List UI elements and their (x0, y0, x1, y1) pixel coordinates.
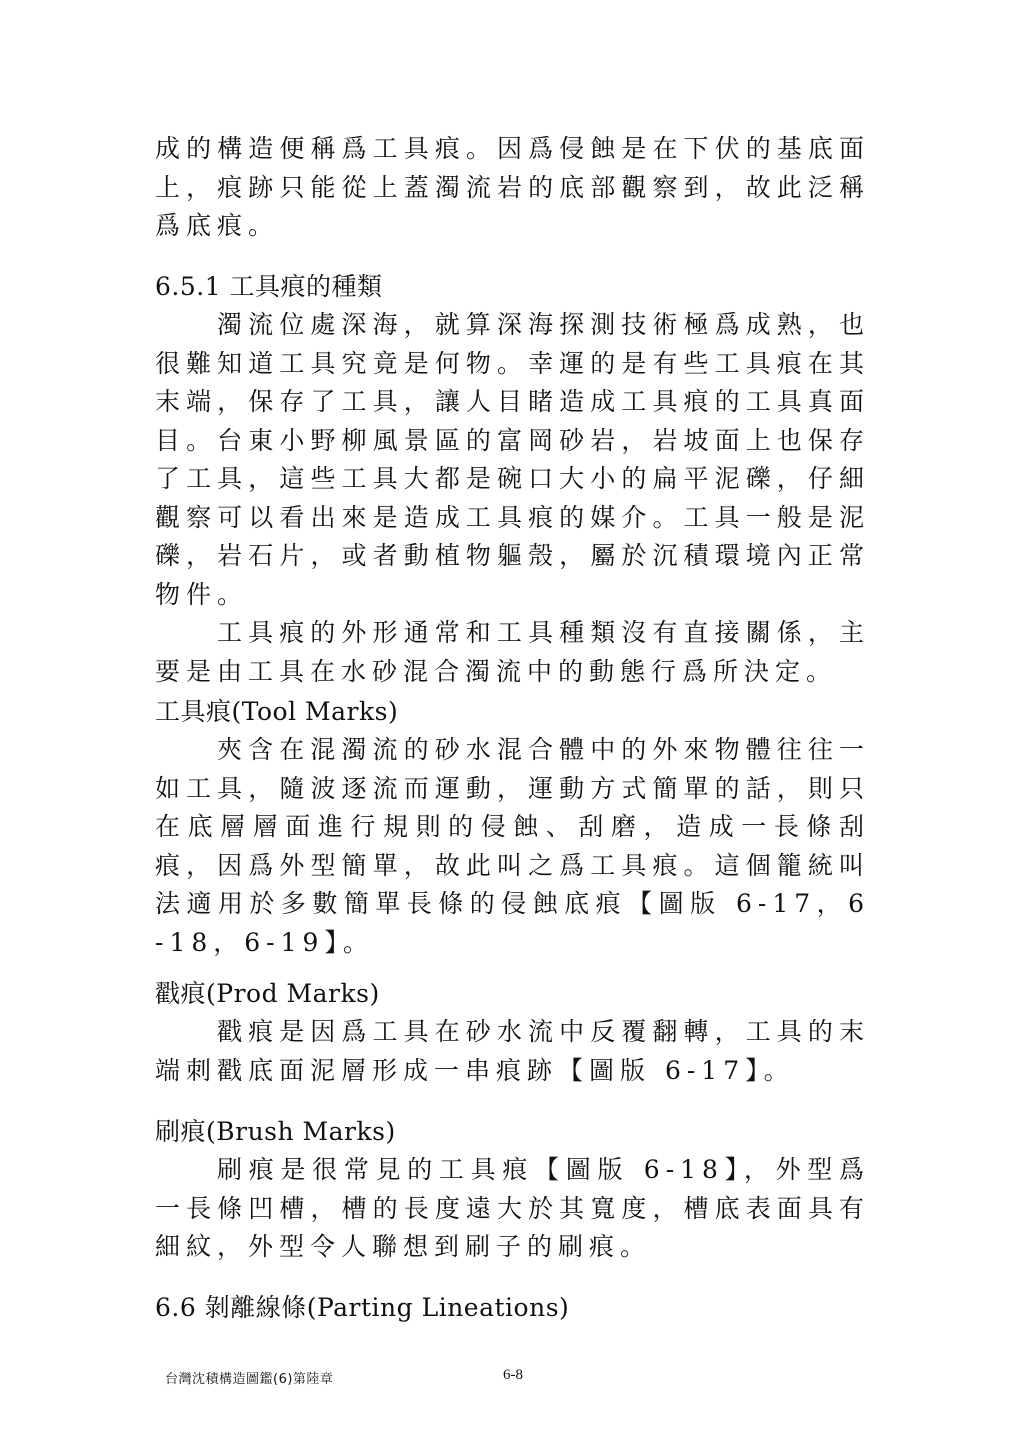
intro-block (155, 130, 870, 246)
section-6-6 (155, 1289, 870, 1327)
tool-marks-section (155, 693, 870, 962)
section-6-5-1-paragraph-2: 工具痕的外形通常和工具種類沒有直接關係，主要是由工具在水砂混合濁流中的動態行爲所決定。 (155, 618, 870, 686)
brush-marks-section (155, 1113, 870, 1267)
intro-paragraph: 成的構造便稱爲工具痕。因爲侵蝕是在下伏的基底面上，痕跡只能從上蓋濁流岩的底部觀察到，故此泛稱爲底痕。 (155, 134, 870, 240)
prod-marks-section (155, 975, 870, 1090)
tool-marks-paragraph: 夾含在混濁流的砂水混合體中的外來物體往往一如工具，隨波逐流而運動，運動方式簡單的話，則只在底層層面進行規則的侵蝕、刮磨，造成一長條刮痕，因爲外型簡單，故此叫之爲工具痕。這個籠統叫法適用於多數簡單長條的侵蝕底痕【圖版 6-17，6-18，6-19】。 (155, 735, 870, 957)
footer-book-title: 台灣沈積構造圖鑑(6)第陸章 (165, 1372, 334, 1387)
prod-marks-paragraph: 戳痕是因爲工具在砂水流中反覆翻轉，工具的末端刺戳底面泥層形成一串痕跡【圖版 6-17】。 (155, 1017, 870, 1085)
section-6-5-1-paragraph-1: 濁流位處深海，就算深海探測技術極爲成熟，也很難知道工具究竟是何物。幸運的是有些工具痕在其末端，保存了工具，讓人目睹造成工具痕的工具真面目。台東小野柳風景區的富岡砂岩，岩坡面上也保存了工具，這些工具大都是碗口大小的扁平泥礫，仔細觀察可以看出來是造成工具痕的媒介。工具一般是泥礫，岩石片，或者動植物軀殼，屬於沉積環境內正常物件。 (155, 310, 870, 609)
prod-marks-heading: 戳痕(Prod Marks) (155, 979, 380, 1008)
section-6-6-heading: 6.6 剝離線條(Parting Lineations) (155, 1293, 570, 1322)
brush-marks-paragraph: 刷痕是很常見的工具痕【圖版 6-18】，外型爲一長條凹槽，槽的長度遠大於其寬度，槽底表面具有細紋，外型令人聯想到刷子的刷痕。 (155, 1155, 870, 1261)
section-6-5-1-heading: 6.5.1 工具痕的種類 (155, 272, 383, 301)
section-6-5-1 (155, 268, 870, 691)
footer-page-number: 6-8 (503, 1367, 523, 1383)
brush-marks-heading: 刷痕(Brush Marks) (155, 1117, 396, 1146)
tool-marks-heading: 工具痕(Tool Marks) (155, 697, 399, 726)
